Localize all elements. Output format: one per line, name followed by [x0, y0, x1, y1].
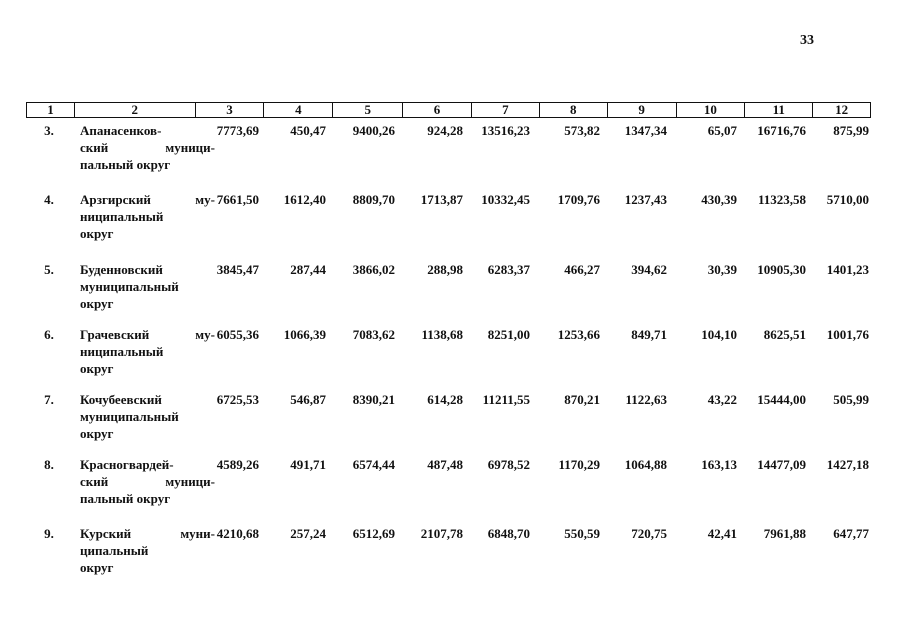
value-cell: 11323,58 [757, 192, 806, 207]
district-name-line: округ [80, 426, 114, 441]
column-header: 2 [75, 103, 196, 117]
value-cell: 8625,51 [763, 327, 806, 342]
table-row [26, 191, 871, 253]
value-cell: 849,71 [631, 327, 667, 342]
value-cell: 65,07 [707, 123, 737, 138]
district-name-line: Буденновский [80, 262, 163, 277]
value-cell: 7773,69 [216, 123, 259, 138]
column-header: 6 [403, 103, 472, 117]
district-name-line: округ [80, 560, 114, 575]
district-name-line: Курский муни- [80, 526, 215, 541]
column-header: 1 [27, 103, 75, 117]
district-name-line: муниципальный [80, 409, 179, 424]
column-header: 5 [333, 103, 403, 117]
value-cell: 1170,29 [558, 457, 600, 472]
value-cell: 7661,50 [216, 192, 259, 207]
district-name-line: Апанасенков- [80, 123, 162, 138]
row-index: 8. [44, 457, 54, 472]
value-cell: 430,39 [701, 192, 737, 207]
value-cell: 720,75 [631, 526, 667, 541]
row-index: 7. [44, 392, 54, 407]
value-cell: 6055,36 [216, 327, 259, 342]
table-row [26, 456, 871, 518]
district-name-line: пальный округ [80, 157, 171, 172]
value-cell: 1138,68 [421, 327, 463, 342]
row-index: 5. [44, 262, 54, 277]
district-name-line: ский муници- [80, 140, 215, 155]
value-cell: 13516,23 [481, 123, 530, 138]
table-row [26, 122, 871, 184]
value-cell: 870,21 [564, 392, 600, 407]
value-cell: 42,41 [707, 526, 737, 541]
row-index: 6. [44, 327, 54, 342]
value-cell: 505,99 [833, 392, 869, 407]
value-cell: 487,48 [427, 457, 463, 472]
value-cell: 3845,47 [216, 262, 259, 277]
value-cell: 1066,39 [283, 327, 326, 342]
value-cell: 394,62 [631, 262, 667, 277]
district-name-line: пальный округ [80, 491, 171, 506]
value-cell: 287,44 [290, 262, 326, 277]
value-cell: 466,27 [564, 262, 600, 277]
value-cell: 11211,55 [482, 392, 530, 407]
column-header: 11 [745, 103, 813, 117]
value-cell: 1253,66 [557, 327, 600, 342]
value-cell: 8390,21 [352, 392, 395, 407]
column-header: 9 [608, 103, 677, 117]
value-cell: 288,98 [427, 262, 463, 277]
column-header: 7 [472, 103, 540, 117]
district-name-line: округ [80, 296, 114, 311]
value-cell: 3866,02 [352, 262, 395, 277]
value-cell: 10905,30 [757, 262, 806, 277]
value-cell: 1612,40 [283, 192, 326, 207]
value-cell: 16716,76 [757, 123, 806, 138]
value-cell: 9400,26 [352, 123, 395, 138]
value-cell: 1122,63 [625, 392, 667, 407]
row-index: 3. [44, 123, 54, 138]
district-name-line: округ [80, 361, 114, 376]
value-cell: 1237,43 [624, 192, 667, 207]
value-cell: 5710,00 [826, 192, 869, 207]
value-cell: 550,59 [564, 526, 600, 541]
district-name-line: Кочубеевский [80, 392, 162, 407]
district-name-line: ниципальный [80, 209, 164, 224]
district-name-line: ский муници- [80, 474, 215, 489]
value-cell: 7961,88 [763, 526, 806, 541]
value-cell: 8809,70 [352, 192, 395, 207]
value-cell: 1064,88 [624, 457, 667, 472]
district-name-line: Красногвардей- [80, 457, 174, 472]
value-cell: 546,87 [290, 392, 326, 407]
value-cell: 6725,53 [216, 392, 259, 407]
value-cell: 450,47 [290, 123, 326, 138]
value-cell: 6978,52 [487, 457, 530, 472]
column-header: 12 [835, 102, 849, 117]
table-header [26, 102, 871, 118]
value-cell: 924,28 [427, 123, 463, 138]
value-cell: 104,10 [701, 327, 737, 342]
value-cell: 30,39 [707, 262, 737, 277]
value-cell: 573,82 [564, 123, 600, 138]
district-name-line: Грачевский му- [80, 327, 215, 342]
value-cell: 43,22 [707, 392, 737, 407]
district-name-line: Арзгирский му- [80, 192, 215, 207]
column-header: 10 [677, 103, 746, 117]
value-cell: 4589,26 [216, 457, 259, 472]
value-cell: 614,28 [427, 392, 463, 407]
value-cell: 1001,76 [826, 327, 869, 342]
value-cell: 163,13 [701, 457, 737, 472]
page-number: 33 [800, 33, 814, 48]
column-header: 4 [264, 103, 333, 117]
column-header: 3 [196, 103, 265, 117]
value-cell: 6512,69 [352, 526, 395, 541]
value-cell: 14477,09 [757, 457, 806, 472]
row-index: 4. [44, 192, 54, 207]
table-row [26, 261, 871, 323]
value-cell: 6283,37 [487, 262, 530, 277]
value-cell: 1427,18 [826, 457, 869, 472]
table-row [26, 525, 871, 587]
value-cell: 257,24 [290, 526, 326, 541]
value-cell: 1709,76 [557, 192, 600, 207]
value-cell: 6574,44 [352, 457, 395, 472]
value-cell: 1347,34 [624, 123, 667, 138]
column-header: 8 [540, 103, 608, 117]
value-cell: 7083,62 [352, 327, 395, 342]
value-cell: 1713,87 [420, 192, 463, 207]
value-cell: 4210,68 [216, 526, 259, 541]
row-index: 9. [44, 526, 54, 541]
value-cell: 15444,00 [757, 392, 806, 407]
district-name-line: округ [80, 226, 114, 241]
table-row [26, 326, 871, 388]
value-cell: 875,99 [833, 123, 869, 138]
district-name-line: муниципальный [80, 279, 179, 294]
value-cell: 6848,70 [487, 526, 530, 541]
value-cell: 2107,78 [420, 526, 463, 541]
district-name-line: ципальный [80, 543, 149, 558]
value-cell: 491,71 [290, 457, 326, 472]
district-name-line: ниципальный [80, 344, 164, 359]
value-cell: 647,77 [833, 526, 869, 541]
value-cell: 8251,00 [487, 327, 530, 342]
value-cell: 10332,45 [481, 192, 530, 207]
value-cell: 1401,23 [826, 262, 869, 277]
table-row [26, 391, 871, 453]
